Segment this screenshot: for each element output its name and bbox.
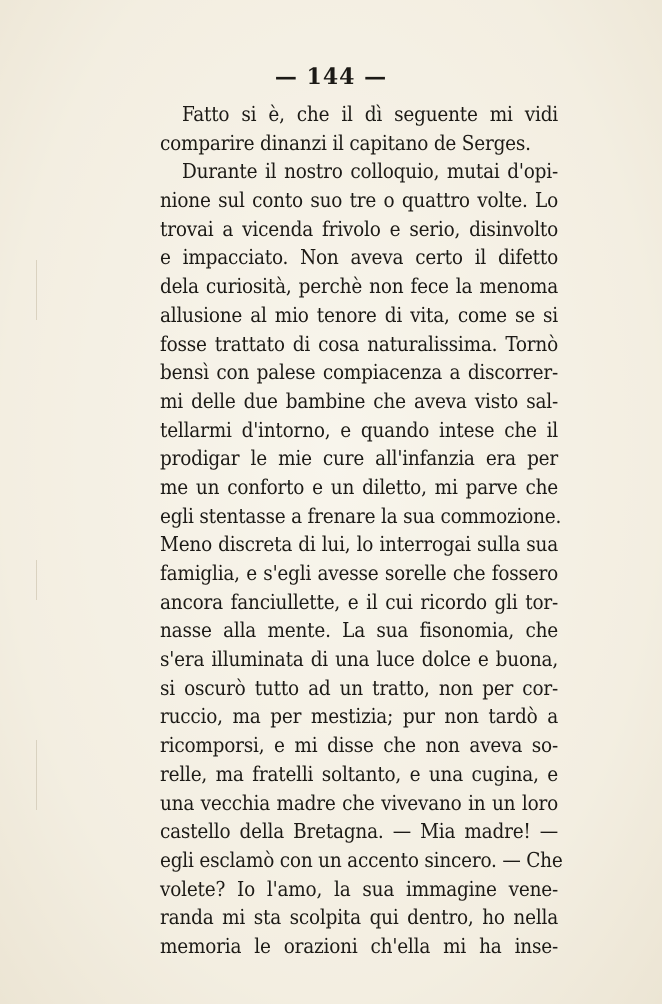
text-line: allusione al mio tenore di vita, come se si: [160, 302, 558, 327]
text-line: prodigar le mie cure all'infanzia era per: [160, 446, 558, 471]
text-line: trovai a vicenda frivolo e serio, disinvolto: [160, 216, 558, 241]
text-line: egli stentasse a frenare la sua commozione.: [160, 503, 562, 528]
text-line: tellarmi d'intorno, e quando intese che il: [160, 417, 558, 442]
gutter-shadow: [36, 560, 37, 600]
text-line: Meno discreta di lui, lo interrogai sulla sua: [160, 532, 558, 557]
text-line: e impacciato. Non aveva certo il difetto: [160, 245, 558, 270]
text-line: memoria le orazioni ch'ella mi ha inse-: [160, 933, 558, 958]
text-line: famiglia, e s'egli avesse sorelle che fossero: [160, 561, 558, 585]
text-line: nasse alla mente. La sua fisonomia, che: [160, 618, 558, 643]
gutter-shadow: [36, 740, 37, 810]
text-line: Fatto si è, che il dì seguente mi vidi: [182, 102, 558, 126]
page-number: — 144 —: [274, 64, 388, 90]
text-line: ancora fanciullette, e il cui ricordo gli tor-: [160, 589, 558, 614]
text-line: relle, ma fratelli soltanto, e una cugina, e: [160, 761, 558, 786]
text-line: s'era illuminata di una luce dolce e buona,: [160, 647, 558, 672]
text-line: bensì con palese compiacenza a discorrer-: [160, 360, 558, 385]
text-line: una vecchia madre che vivevano in un loro: [160, 790, 558, 815]
text-line: si oscurò tutto ad un tratto, non per cor-: [160, 675, 558, 700]
text-line: volete? Io l'amo, la sua immagine vene-: [160, 876, 558, 901]
text-line: egli esclamò con un accento sincero. — Che: [160, 847, 563, 872]
text-line: randa mi sta scolpita qui dentro, ho nella: [160, 905, 558, 930]
text-line: castello della Bretagna. — Mia madre! —: [160, 819, 558, 844]
text-line: Durante il nostro colloquio, mutai d'opi-: [182, 159, 558, 184]
text-line: me un conforto e un diletto, mi parve che: [160, 474, 558, 499]
text-line: fosse trattato di cosa naturalissima. Tornò: [160, 331, 558, 356]
body-text: [160, 100, 563, 961]
text-line: comparire dinanzi il capitano de Serges.: [160, 130, 531, 155]
text-line: dela curiosità, perchè non fece la menoma: [160, 274, 558, 299]
text-line: ruccio, ma per mestizia; pur non tardò a: [160, 704, 558, 729]
text-line: mi delle due bambine che aveva visto sal-: [160, 388, 558, 413]
gutter-shadow: [36, 260, 37, 320]
text-line: nione sul conto suo tre o quattro volte. Lo: [160, 188, 558, 213]
text-line: ricomporsi, e mi disse che non aveva so-: [160, 733, 558, 758]
